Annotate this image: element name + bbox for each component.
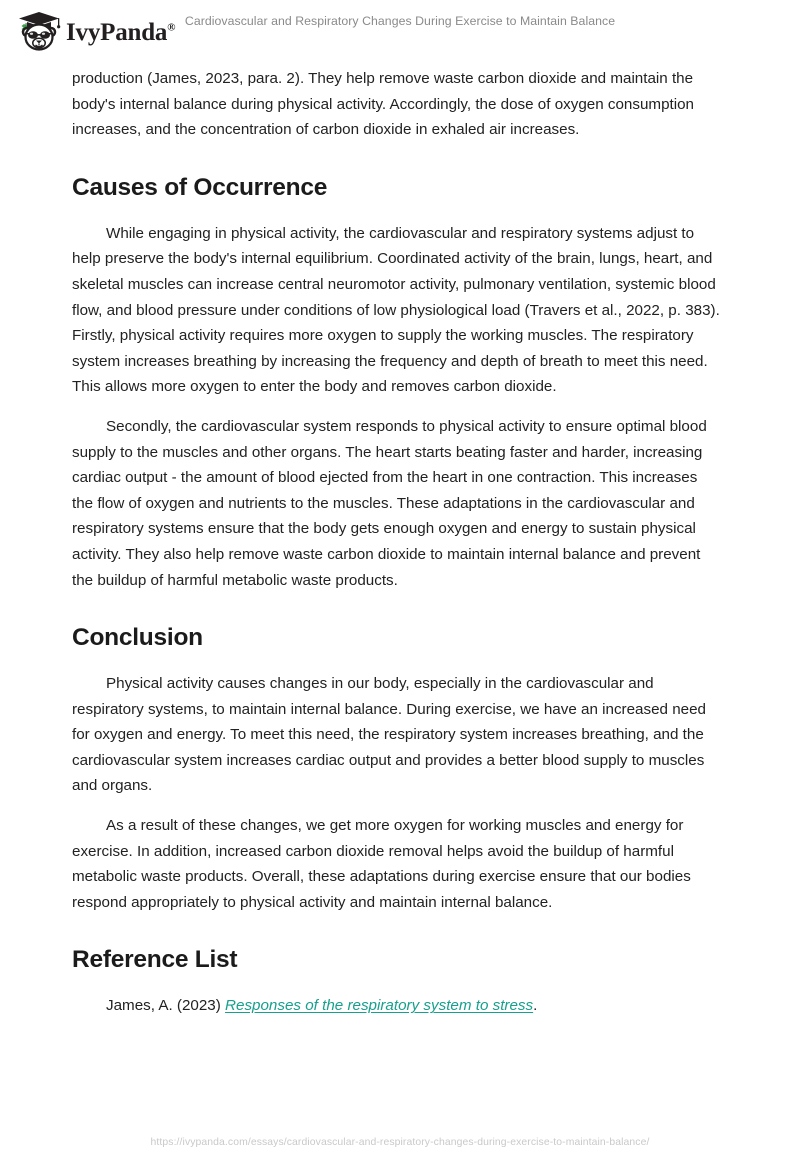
registered-trademark-icon: ® <box>167 21 176 34</box>
section-heading-conclusion: Conclusion <box>72 624 203 652</box>
paragraph: Physical activity causes changes in our body, especially in the cardiovascular and respiratory systems, to maintain internal balance. During exercise, we have an increased need for oxygen and energy. To meet this need, the respiratory system increases breathing, and the cardiovascular system increases cardiac output and provides a better blood supply to muscles and organs. <box>72 675 706 795</box>
section-heading-causes-of-occurrence: Causes of Occurrence <box>72 173 328 201</box>
document-content <box>72 66 720 1019</box>
section-heading-reference-list: Reference List <box>72 946 238 974</box>
document-title-header: Cardiovascular and Respiratory Changes During Exercise to Maintain Balance <box>184 14 616 28</box>
reference-link[interactable]: Responses of the respiratory system to stress <box>225 997 534 1015</box>
paragraph: As a result of these changes, we get more oxygen for working muscles and energy for exercise. In addition, increased carbon dioxide removal helps avoid the buildup of harmful metabolic waste products. Overall, these adaptations during exercise ensure that our bodies respond appropriately to physical activity and maintain internal balance. <box>72 817 691 911</box>
brand-name-text: IvyPanda <box>66 18 168 46</box>
reference-trailing-punctuation: . <box>533 997 538 1015</box>
footer-source-url: https://ivypanda.com/essays/cardiovascular-and-respiratory-changes-during-exercise-to-maintain-balance/ <box>150 1137 650 1148</box>
reference-entry <box>72 993 720 1019</box>
paragraph-continued: production (James, 2023, para. 2). They help remove waste carbon dioxide and maintain the body's internal balance during physical activity. Accordingly, the dose of oxygen consumption increases, and the concentration of carbon dioxide in exhaled air increases. <box>72 70 695 139</box>
page-header <box>0 0 800 62</box>
paragraph: While engaging in physical activity, the cardiovascular and respiratory systems adjust to help preserve the body's internal equilibrium. Coordinated activity of the brain, lungs, heart, and skeletal muscles can increase central neuromotor activity, pulmonary ventilation, systemic blood flow, and blood pressure under conditions of low physiological load (Travers et al., 2022, p. 383). Firstly, physical activity requires more oxygen to supply the working muscles. The respiratory system increases breathing by increasing the frequency and depth of breath to meet this need. This allows more oxygen to enter the body and removes carbon dioxide. <box>72 224 720 396</box>
paragraph: Secondly, the cardiovascular system responds to physical activity to ensure optimal blood supply to the muscles and other organs. The heart starts beating faster and harder, increasing cardiac output - the amount of blood ejected from the heart in one contraction. This increases the flow of oxygen and nutrients to the muscles. These adaptations in the cardiovascular and respiratory systems ensure that the body gets enough oxygen and energy to sustain physical activity. They also help remove waste carbon dioxide to maintain internal balance and prevent the buildup of harmful metabolic waste products. <box>72 417 707 589</box>
reference-author-year: James, A. (2023) <box>106 997 226 1015</box>
